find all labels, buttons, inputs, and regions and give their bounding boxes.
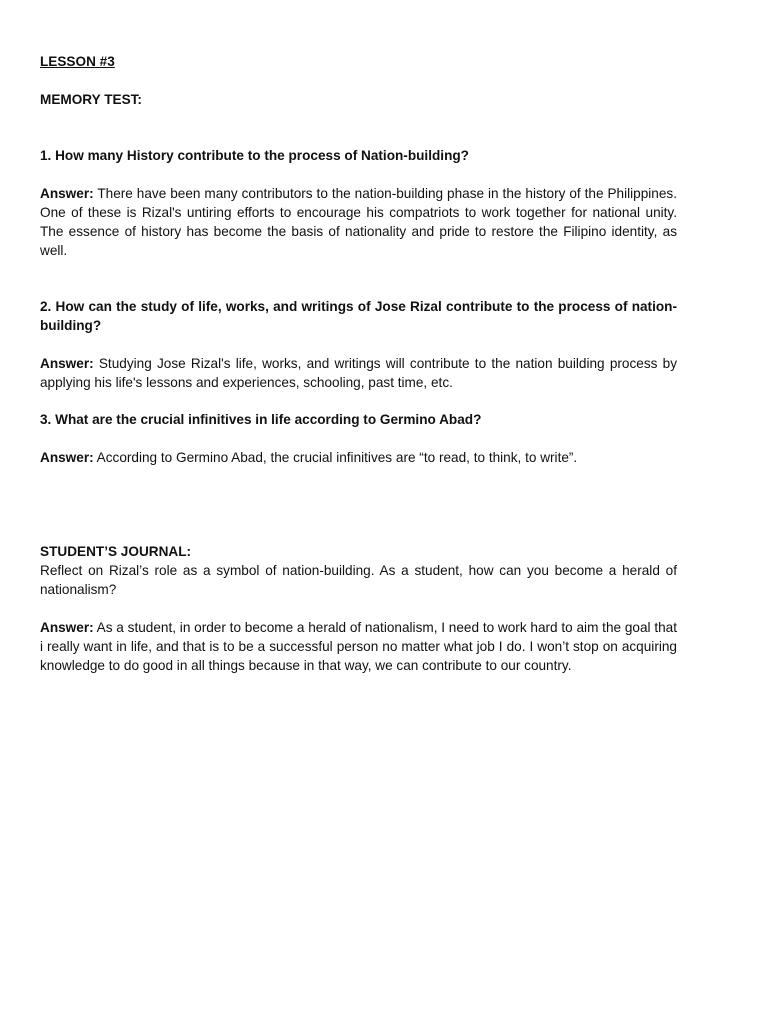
memory-test-heading: MEMORY TEST: (40, 92, 142, 107)
journal-answer (40, 618, 677, 675)
journal-prompt: Reflect on Rizal’s role as a symbol of nation-building. As a student, how can you become a herald of nationalism? (40, 563, 677, 597)
question-1: 1. How many History contribute to the process of Nation-building? (40, 148, 469, 163)
answer-2 (40, 354, 677, 392)
answer-label: Answer: (40, 620, 94, 635)
answer-label: Answer: (40, 186, 94, 201)
question-2: 2. How can the study of life, works, and writings of Jose Rizal contribute to the process of nation-building? (40, 299, 677, 333)
journal-answer-text: As a student, in order to become a herald of nationalism, I need to work hard to aim the goal that i really want in life, and that is to be a successful person no matter what job I do. I won’t stop on acquiring knowledge to do good in all things because in that way, we can contribute to our country. (40, 620, 678, 673)
answer-3-text: According to Germino Abad, the crucial infinitives are “to read, to think, to write”. (96, 450, 578, 465)
answer-label: Answer: (40, 450, 94, 465)
answer-1 (40, 184, 677, 260)
answer-1-text: There have been many contributors to the nation-building phase in the history of the Philippines. One of these is Rizal's untiring efforts to encourage his compatriots to work together for national unity. The essence of history has become the basis of nationality and pride to restore the Filipino identity, as well. (40, 186, 677, 258)
journal-heading: STUDENT’S JOURNAL: (40, 544, 192, 559)
answer-label: Answer: (40, 356, 94, 371)
answer-3 (40, 448, 677, 467)
lesson-title: LESSON #3 (40, 54, 115, 69)
document-page (40, 52, 677, 675)
answer-2-text: Studying Jose Rizal's life, works, and writings will contribute to the nation building process by applying his life's lessons and experiences, schooling, past time, etc. (40, 356, 677, 390)
question-3: 3. What are the crucial infinitives in life according to Germino Abad? (40, 412, 482, 427)
